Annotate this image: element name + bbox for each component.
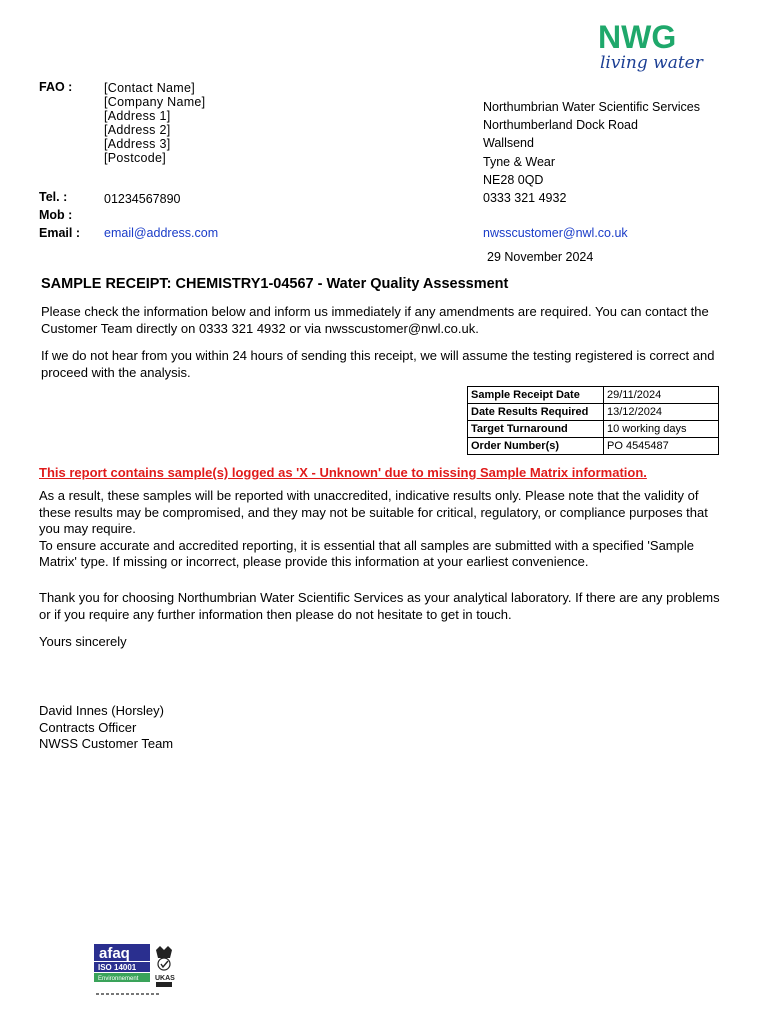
row-label: Date Results Required xyxy=(468,404,604,421)
recipient-line: [Company Name] xyxy=(104,95,206,109)
fao-label: FAO : xyxy=(39,80,73,94)
recipient-email-link[interactable]: email@address.com xyxy=(104,226,219,240)
assumption-paragraph: If we do not hear from you within 24 hours of sending this receipt, we will assume the testing registered is correct and proceed with the analysis. xyxy=(41,348,715,380)
iso-certification-logo xyxy=(94,944,184,1006)
letter-date: 29 November 2024 xyxy=(487,250,594,264)
logo-tagline: living water xyxy=(600,53,703,73)
sender-line: Wallsend xyxy=(483,136,534,151)
sender-line: Northumberland Dock Road xyxy=(483,118,638,133)
ukas-crown-icon xyxy=(156,946,172,970)
intro-paragraph: Please check the information below and inform us immediately if any amendments are required. You can contact the Customer Team directly on 0333 321 4932 or via nwsscustomer@nwl.co.uk. xyxy=(41,304,709,336)
closing: Yours sincerely xyxy=(39,634,127,649)
recipient-line: [Contact Name] xyxy=(104,81,196,95)
row-label: Target Turnaround xyxy=(468,421,604,438)
sender-line: Northumbrian Water Scientific Services xyxy=(483,100,700,114)
table-row xyxy=(468,421,719,438)
signature-block xyxy=(39,703,173,753)
tel-value: 01234567890 xyxy=(104,192,181,206)
consequence-text: As a result, these samples will be reported with unaccredited, indicative results only. Please note that the validity of these results may be compromised, and they may not be suitable for critical, regulatory, or compliance purposes that you may require. xyxy=(39,488,708,536)
action-text: To ensure accurate and accredited reporting, it is essential that all samples are submitted with a specified 'Sample Matrix' type. If missing or incorrect, please provide this information at your earliest convenience. xyxy=(39,537,694,569)
table-row xyxy=(468,387,719,404)
sender-line: 0333 321 4932 xyxy=(483,191,567,206)
cert-ukas: UKAS xyxy=(155,975,175,982)
cert-standard: ISO 14001 xyxy=(98,963,137,972)
row-label: Order Number(s) xyxy=(468,438,604,455)
cert-org: afaq xyxy=(99,945,130,962)
row-value: 29/11/2024 xyxy=(604,387,719,404)
row-value: PO 4545487 xyxy=(604,438,719,455)
table-row xyxy=(468,404,719,421)
document-title: SAMPLE RECEIPT: CHEMISTRY1-04567 - Water Quality Assessment xyxy=(41,276,509,292)
consequence-paragraph xyxy=(39,488,729,571)
cert-sub: Environnement xyxy=(98,976,139,982)
nwg-logo xyxy=(598,18,708,78)
sender-email-link[interactable]: nwsscustomer@nwl.co.uk xyxy=(483,226,628,240)
row-value: 13/12/2024 xyxy=(604,404,719,421)
recipient-line: [Address 2] xyxy=(104,123,171,137)
thanks-paragraph: Thank you for choosing Northumbrian Water Scientific Services as your analytical laboratory. If there are any problems or if you require any further information then please do not hesitate to get in touch. xyxy=(39,590,720,622)
row-value: 10 working days xyxy=(604,421,719,438)
recipient-line: [Address 3] xyxy=(104,137,171,151)
sender-line: NE28 0QD xyxy=(483,172,544,187)
mob-label: Mob : xyxy=(39,208,73,222)
tel-label: Tel. : xyxy=(39,190,68,204)
sender-line: Tyne & Wear xyxy=(483,154,556,169)
recipient-address xyxy=(104,81,205,165)
signatory-team: NWSS Customer Team xyxy=(39,736,174,751)
logo-brand: NWG xyxy=(598,19,677,55)
row-label: Sample Receipt Date xyxy=(468,387,604,404)
matrix-warning: This report contains sample(s) logged as 'X - Unknown' due to missing Sample Matrix information. xyxy=(39,465,647,480)
signatory-role: Contracts Officer xyxy=(39,719,137,735)
recipient-line: [Address 1] xyxy=(104,109,171,123)
table-row xyxy=(468,438,719,455)
recipient-line: [Postcode] xyxy=(104,151,167,165)
signatory-name: David Innes (Horsley) xyxy=(39,703,164,718)
receipt-info-table xyxy=(467,386,719,455)
sender-address xyxy=(483,98,700,207)
email-label: Email : xyxy=(39,226,80,240)
